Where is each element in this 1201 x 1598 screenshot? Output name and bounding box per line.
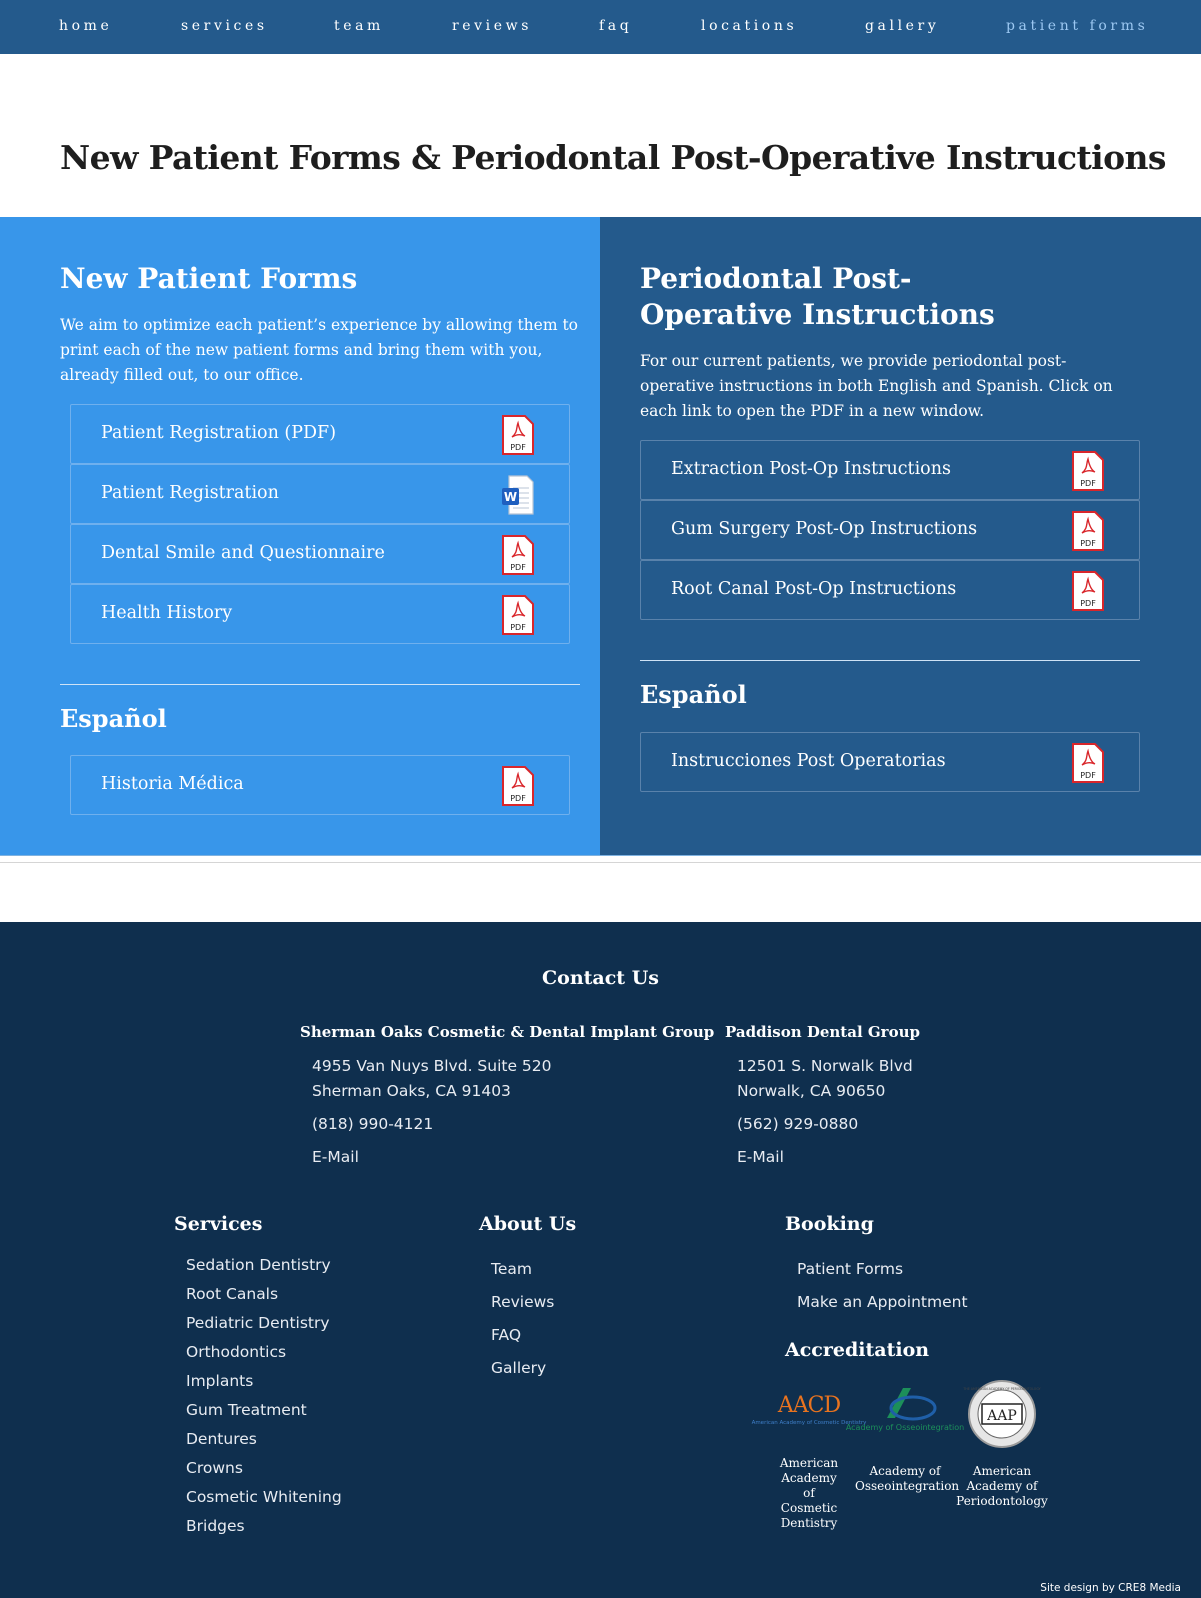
location-email-link[interactable]: E-Mail xyxy=(312,1148,359,1166)
nav-team[interactable]: team xyxy=(334,18,384,34)
location-address-line1: 12501 S. Norwalk Blvd xyxy=(737,1057,913,1075)
section-divider xyxy=(640,660,1140,661)
accreditation-aap xyxy=(952,1378,1052,1509)
services-link[interactable]: Implants xyxy=(186,1372,254,1390)
svg-text:PDF: PDF xyxy=(1080,599,1096,608)
svg-text:AACD: AACD xyxy=(777,1393,841,1418)
section-divider xyxy=(60,684,580,685)
pdf-icon xyxy=(1071,570,1105,612)
nav-reviews[interactable]: reviews xyxy=(452,18,533,34)
booking-link[interactable]: Make an Appointment xyxy=(797,1293,968,1311)
form-link-patient-registration-word[interactable] xyxy=(70,464,570,524)
services-link[interactable]: Sedation Dentistry xyxy=(186,1256,331,1274)
post-op-instructions-panel xyxy=(600,217,1201,855)
pdf-icon xyxy=(1071,450,1105,492)
location-name: Sherman Oaks Cosmetic & Dental Implant Group xyxy=(300,1023,715,1041)
panel-bottom-edge xyxy=(0,855,1201,863)
location-phone[interactable]: (818) 990-4121 xyxy=(312,1115,434,1133)
about-link[interactable]: FAQ xyxy=(491,1326,522,1344)
services-list xyxy=(186,1256,342,1546)
nav-patient-forms[interactable]: patient forms xyxy=(1006,18,1149,34)
location-address-line2: Sherman Oaks, CA 91403 xyxy=(312,1082,511,1100)
location-phone[interactable]: (562) 929-0880 xyxy=(737,1115,859,1133)
services-link[interactable]: Crowns xyxy=(186,1459,243,1477)
location-email-link[interactable]: E-Mail xyxy=(737,1148,784,1166)
post-op-title: Periodontal Post-Operative Instructions xyxy=(640,262,995,331)
location-address-line2: Norwalk, CA 90650 xyxy=(737,1082,886,1100)
espanol-title: Español xyxy=(60,704,167,733)
nav-home[interactable]: home xyxy=(59,18,113,34)
form-link-label: Patient Registration xyxy=(101,483,279,503)
pdf-icon xyxy=(1071,510,1105,552)
pdf-icon xyxy=(501,414,535,456)
accreditation-title: Accreditation xyxy=(785,1339,930,1361)
booking-title: Booking xyxy=(785,1213,874,1235)
form-link-gum-surgery-post-op[interactable] xyxy=(640,500,1140,560)
top-nav xyxy=(0,0,1201,54)
form-link-patient-registration-pdf[interactable] xyxy=(70,404,570,464)
aap-seal-logo xyxy=(962,1378,1042,1448)
services-title: Services xyxy=(174,1213,263,1235)
nav-locations[interactable]: locations xyxy=(701,18,798,34)
osseointegration-logo xyxy=(845,1378,965,1448)
pdf-icon xyxy=(1071,742,1105,784)
svg-text:W: W xyxy=(503,490,518,504)
form-link-dental-smile-questionnaire[interactable] xyxy=(70,524,570,584)
new-patient-forms-title: New Patient Forms xyxy=(60,262,358,295)
about-link[interactable]: Gallery xyxy=(491,1359,547,1377)
services-link[interactable]: Orthodontics xyxy=(186,1343,287,1361)
svg-text:PDF: PDF xyxy=(510,563,526,572)
form-link-extraction-post-op[interactable] xyxy=(640,440,1140,500)
form-link-instrucciones-post-operatorias[interactable] xyxy=(640,732,1140,792)
accreditation-caption: American Academy of Periodontology xyxy=(956,1464,1048,1508)
form-link-historia-medica[interactable] xyxy=(70,755,570,815)
form-link-label: Instrucciones Post Operatorias xyxy=(671,751,946,771)
about-link[interactable]: Reviews xyxy=(491,1293,555,1311)
services-link[interactable]: Bridges xyxy=(186,1517,245,1535)
pdf-icon xyxy=(501,594,535,636)
post-op-intro: For our current patients, we provide periodontal post-operative instructions in both English and Spanish. Click on each link to open the PDF in a new window. xyxy=(640,352,1113,420)
services-link[interactable]: Gum Treatment xyxy=(186,1401,307,1419)
form-link-root-canal-post-op[interactable] xyxy=(640,560,1140,620)
booking-list xyxy=(797,1260,968,1326)
services-link[interactable]: Root Canals xyxy=(186,1285,279,1303)
form-link-label: Patient Registration (PDF) xyxy=(101,423,337,443)
word-doc-icon xyxy=(501,474,535,516)
services-link[interactable]: Pediatric Dentistry xyxy=(186,1314,330,1332)
svg-text:THE AMERICAN ACADEMY OF PERIOD: THE AMERICAN ACADEMY OF PERIODONTOLOGY xyxy=(963,1387,1041,1391)
svg-text:American Academy of Cosmetic D: American Academy of Cosmetic Dentistry xyxy=(751,1420,867,1426)
nav-faq[interactable]: faq xyxy=(599,18,633,34)
svg-text:PDF: PDF xyxy=(1080,771,1096,780)
form-link-label: Root Canal Post-Op Instructions xyxy=(671,579,957,599)
svg-text:PDF: PDF xyxy=(510,794,526,803)
svg-text:AAP: AAP xyxy=(987,1408,1017,1424)
form-link-label: Historia Médica xyxy=(101,774,244,794)
aacd-logo xyxy=(751,1378,867,1448)
booking-link[interactable]: Patient Forms xyxy=(797,1260,904,1278)
nav-services[interactable]: services xyxy=(181,18,268,34)
about-link[interactable]: Team xyxy=(491,1260,532,1278)
services-link[interactable]: Dentures xyxy=(186,1430,257,1448)
svg-text:PDF: PDF xyxy=(510,623,526,632)
form-link-health-history[interactable] xyxy=(70,584,570,644)
services-link[interactable]: Cosmetic Whitening xyxy=(186,1488,342,1506)
location-address-line1: 4955 Van Nuys Blvd. Suite 520 xyxy=(312,1057,552,1075)
form-link-label: Health History xyxy=(101,603,233,623)
about-us-list xyxy=(491,1260,554,1392)
svg-text:Academy of Osseointegration: Academy of Osseointegration xyxy=(845,1423,965,1432)
accreditation-caption: American Academy of Cosmetic Dentistry xyxy=(779,1456,839,1530)
svg-text:PDF: PDF xyxy=(510,443,526,452)
accreditation-ao xyxy=(845,1378,965,1494)
form-link-label: Extraction Post-Op Instructions xyxy=(671,459,951,479)
accreditation-caption: Academy of Osseointegration xyxy=(855,1464,960,1493)
svg-text:PDF: PDF xyxy=(1080,539,1096,548)
pdf-icon xyxy=(501,765,535,807)
about-us-title: About Us xyxy=(479,1213,577,1235)
form-link-label: Dental Smile and Questionnaire xyxy=(101,543,385,563)
form-link-label: Gum Surgery Post-Op Instructions xyxy=(671,519,978,539)
location-name: Paddison Dental Group xyxy=(725,1023,920,1041)
pdf-icon xyxy=(501,534,535,576)
site-credit[interactable]: Site design by CRE8 Media xyxy=(1040,1582,1181,1594)
svg-text:PDF: PDF xyxy=(1080,479,1096,488)
new-patient-forms-intro: We aim to optimize each patient’s experience by allowing them to print each of the new patient forms and bring them with you, already filled out, to our office. xyxy=(60,316,579,384)
nav-gallery[interactable]: gallery xyxy=(865,18,940,34)
new-patient-forms-panel xyxy=(0,217,600,855)
contact-us-title: Contact Us xyxy=(542,967,659,989)
espanol-title: Español xyxy=(640,680,747,709)
accreditation-aacd xyxy=(751,1378,867,1531)
site-footer xyxy=(0,922,1201,1598)
page-title: New Patient Forms & Periodontal Post-Operative Instructions xyxy=(60,138,1166,177)
